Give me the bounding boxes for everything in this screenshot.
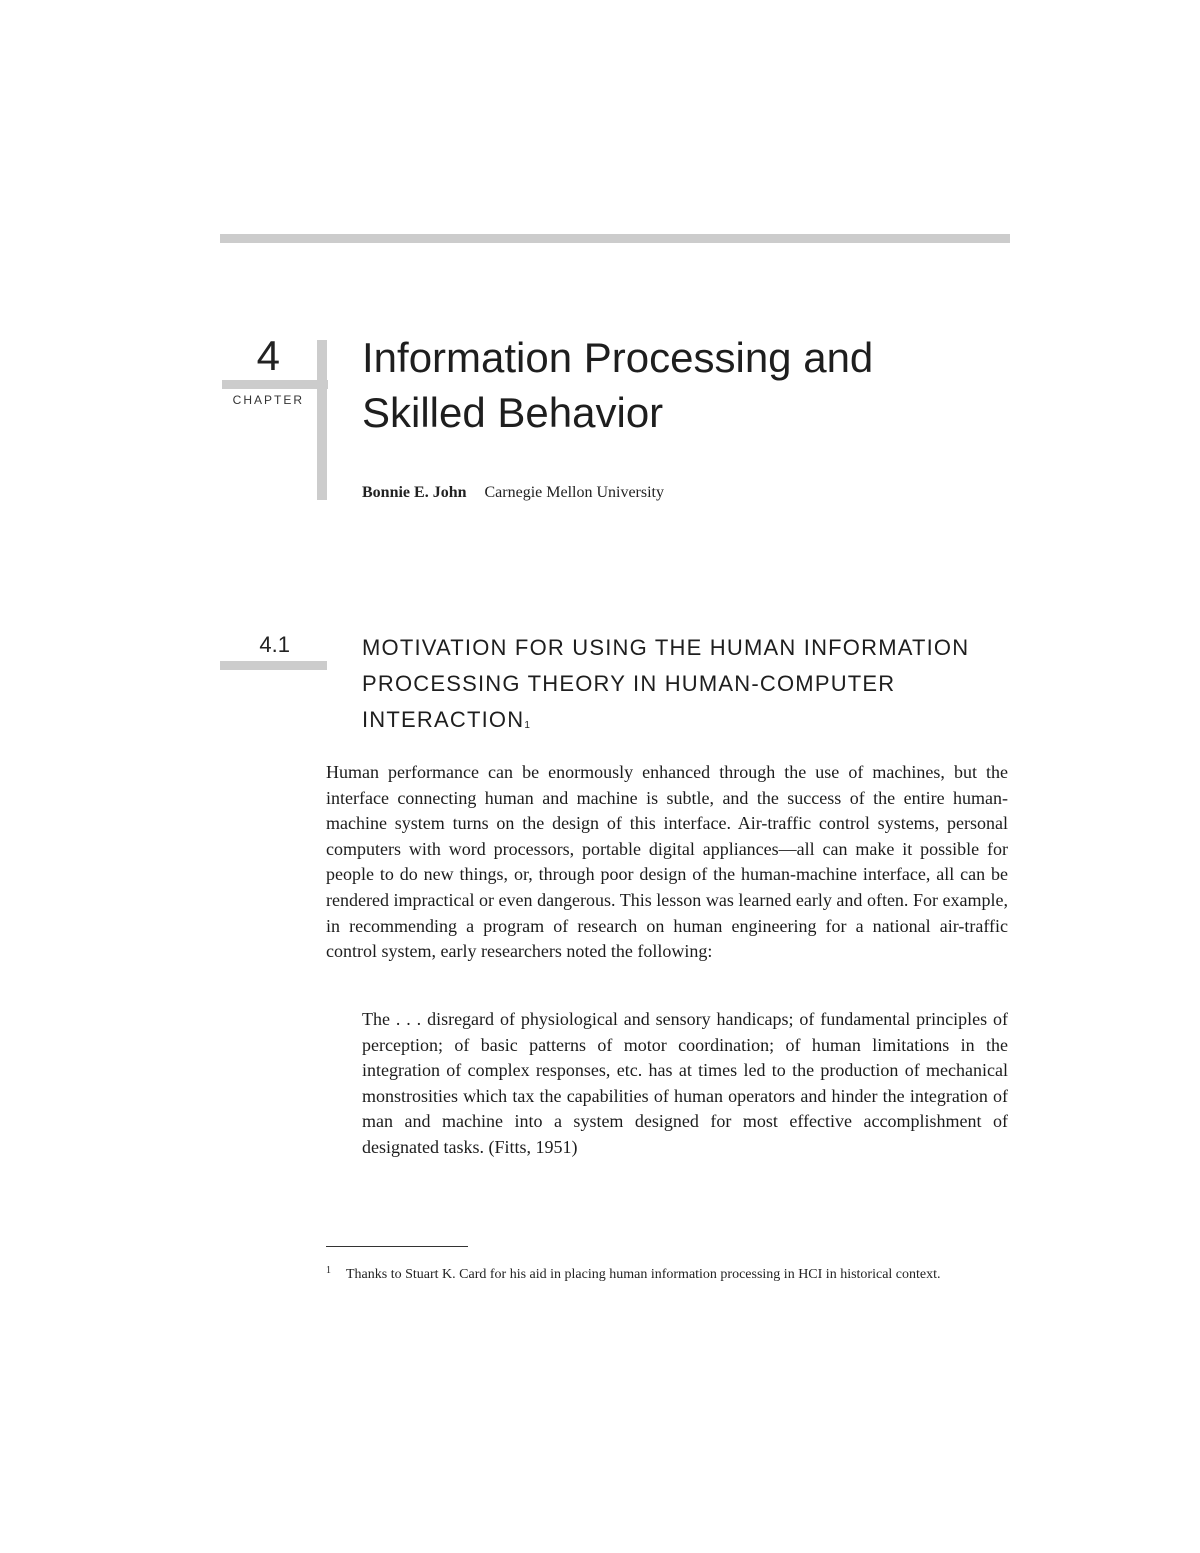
chapter-horizontal-rule [222, 380, 328, 389]
section-number: 4.1 [259, 632, 290, 657]
footnote-text: Thanks to Stuart K. Card for his aid in placing human information processing in HCI in historical context. [346, 1267, 941, 1282]
chapter-title-line-2: Skilled Behavior [362, 389, 664, 436]
footnote-reference[interactable]: 1 [524, 720, 530, 731]
section-title-line-3: INTERACTION [362, 707, 525, 732]
chapter-title [362, 330, 1002, 440]
section-rule [220, 661, 327, 670]
footnote-rule [326, 1246, 468, 1247]
section-title-line-1: MOTIVATION FOR USING THE HUMAN INFORMATION [362, 635, 970, 660]
chapter-title-line-1: Information Processing and [362, 334, 874, 381]
author-name: Bonnie E. John [362, 484, 467, 501]
section-title [362, 630, 1002, 738]
chapter-label: CHAPTER [232, 393, 304, 407]
section-title-line-2: PROCESSING THEORY IN HUMAN-COMPUTER [362, 671, 896, 696]
top-rule [220, 234, 1010, 243]
body-paragraph: Human performance can be enormously enhanced through the use of machines, but the interface connecting human and machine is subtle, and the success of the entire human-machine system turns on the design of this interface. Air-traffic control systems, personal computers with word processors, portable digital appliances—all can make it possible for people to do new things, or, through poor design of the human-machine interface, all can be rendered impractical or even dangerous. This lesson was learned early and often. For example, in recommending a program of research on human engineering for a national air-traffic control system, early researchers noted the following: [326, 762, 1008, 962]
block-quote: The . . . disregard of physiological and sensory handicaps; of fundamental principles of perception; of basic patterns of motor coordination; of human limitations in the integration of complex responses, etc. has at times led to the production of mechanical monstrosities which tax the capabilities of human operators and hinder the integration of man and machine into a system designed for most effective accomplishment of designated tasks. (Fitts, 1951) [362, 1009, 1008, 1157]
author-affiliation: Carnegie Mellon University [484, 484, 664, 501]
chapter-number: 4 [256, 332, 280, 379]
footnote-mark: 1 [326, 1265, 331, 1276]
chapter-vertical-rule [317, 340, 327, 500]
byline [362, 484, 664, 502]
footnote [326, 1264, 1008, 1285]
